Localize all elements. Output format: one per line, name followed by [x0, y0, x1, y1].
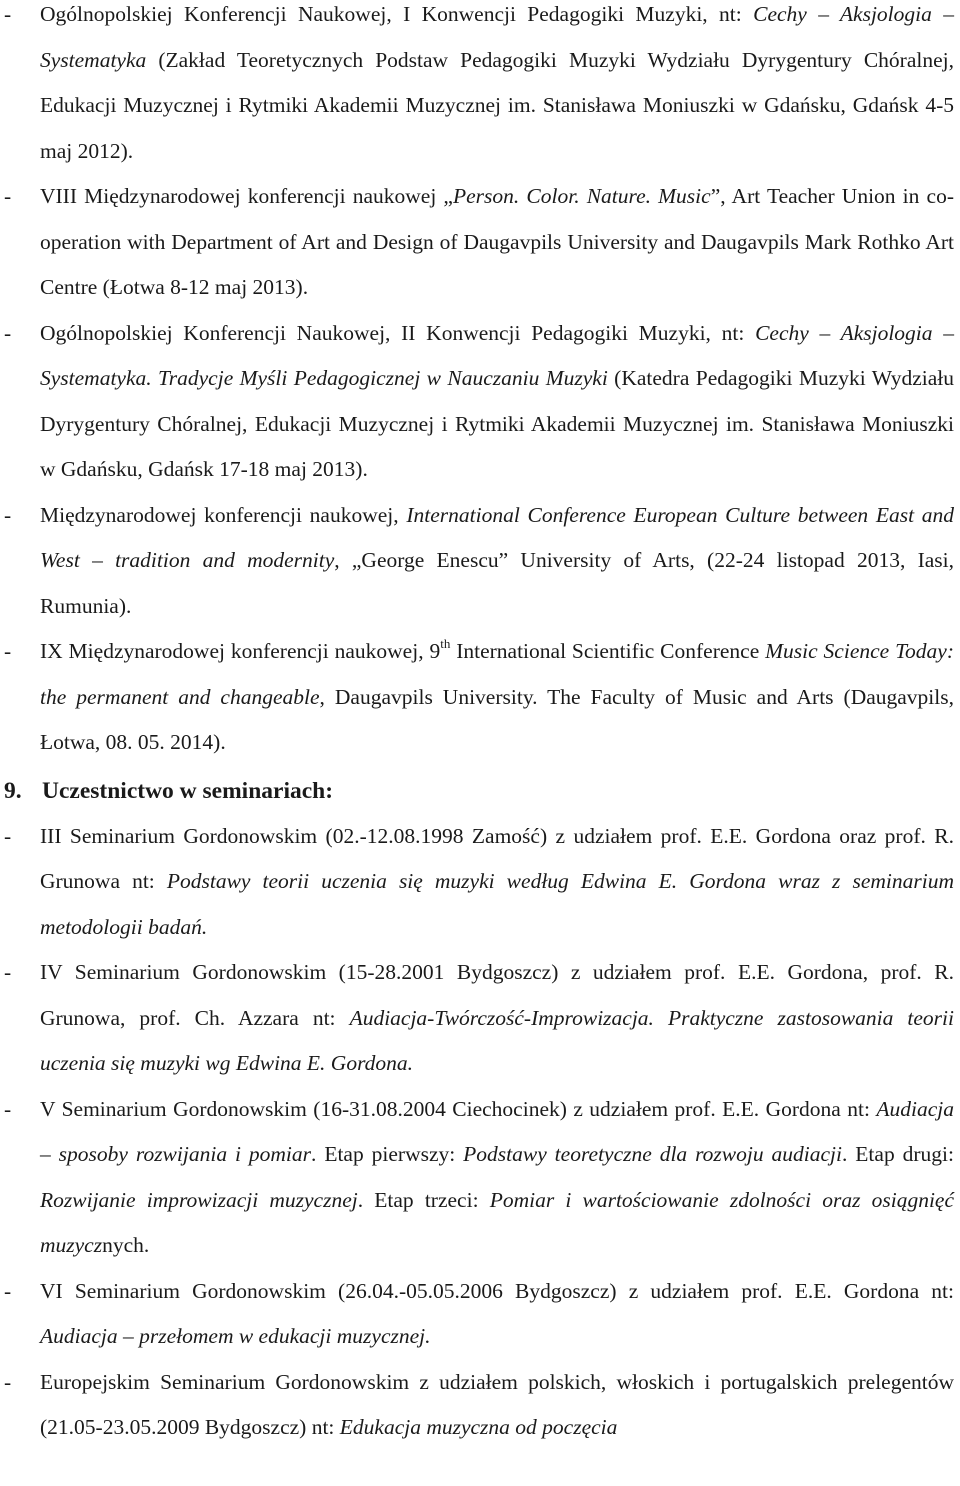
item-text: . Etap drugi: [842, 1142, 954, 1166]
item-title: Pomiar i wartościowanie zdolności oraz osiągnięć muzycz [40, 1187, 955, 1257]
item-text: VI Seminarium Gordonowskim (26.04.-05.05.2006 Bydgoszcz) z udziałem prof. E.E. Gordona nt: [40, 1278, 954, 1303]
item-text: . Etap pierwszy: [311, 1142, 464, 1166]
item-title: Rozwijanie improwizacji muzycznej [40, 1187, 358, 1212]
item-text: , Daugavpils University. The Faculty of Music and Arts (Daugavpils, Łotwa, 08. 05. 2014). [40, 684, 954, 754]
list-item [0, 950, 960, 1087]
item-text: (Katedra Pedagogiki Muzyki Wydziału Dyrygentury Chóralnej, Edukacji Muzycznej i Rytmiki Akademii Muzycznej im. Stanisława Moniuszki w Gdańsku, Gdańsk 17-18 maj 2013). [40, 366, 954, 481]
list-item [0, 1360, 960, 1451]
list-dash: - [4, 1278, 12, 1303]
list-item [0, 1087, 960, 1269]
item-title: International Conference European Culture between East and West – tradition and modernity [40, 502, 954, 572]
item-text: . Etap trzeci: [357, 1187, 490, 1212]
item-text: (Zakład Teoretycznych Podstaw Pedagogiki Muzyki Wydziału Dyrygentury Chóralnej, Edukacji Muzycznej i Rytmiki Akademii Muzycznej im. Stanisława Moniuszki w Gdańsku, Gdańsk 4-5 maj 2012). [40, 47, 954, 163]
item-title: Podstawy teoretyczne dla rozwoju audiacji [463, 1142, 842, 1166]
item-text: IX Międzynarodowej konferencji naukowej, 9 [40, 639, 441, 663]
section-heading [0, 768, 960, 814]
item-title: Cechy – Aksjologia – Systematyka [40, 2, 954, 72]
list-item [0, 814, 960, 951]
section-number: 9. [4, 777, 22, 804]
item-title: Edukacja muzyczna od poczęcia [339, 1415, 618, 1439]
list-item [0, 0, 960, 174]
list-dash: - [4, 639, 12, 663]
list-item [0, 311, 960, 493]
list-dash: - [4, 1369, 12, 1394]
item-text: III Seminarium Gordonowskim (02.-12.08.1998 Zamość) z udziałem prof. E.E. Gordona oraz prof. R. Grunowa nt: [40, 823, 954, 893]
superscript: th [440, 635, 451, 651]
list-dash: - [4, 184, 12, 208]
list-dash: - [4, 823, 12, 848]
item-text: Międzynarodowej konferencji naukowej, [40, 502, 407, 527]
item-text: nych. [102, 1233, 150, 1257]
item-text: , „George Enescu” University of Arts, (22-24 listopad 2013, Iasi, Rumunia). [40, 548, 954, 618]
list-item [0, 174, 960, 311]
list-item [0, 629, 960, 766]
item-title: Audiacja-Twórczość-Improwizacja. Praktyczne zastosowania teorii uczenia się muzyki wg Edwina E. Gordona. [40, 1005, 954, 1075]
item-text: V Seminarium Gordonowskim (16-31.08.2004 Ciechocinek) z udziałem prof. E.E. Gordona nt: [40, 1096, 877, 1121]
item-text: Ogólnopolskiej Konferencji Naukowej, II Konwencji Pedagogiki Muzyki, nt: [40, 320, 756, 345]
item-title: Podstawy teorii uczenia się muzyki według Edwina E. Gordona wraz z seminarium metodologii badań. [40, 869, 955, 939]
item-text: Ogólnopolskiej Konferencji Naukowej, I Konwencji Pedagogiki Muzyki, nt: [40, 2, 754, 26]
list-dash: - [4, 960, 12, 984]
item-title: Audiacja – przełomem w edukacji muzycznej. [40, 1324, 431, 1348]
item-text: ”, Art Teacher Union in co-operation with Department of Art and Design of Daugavpils University and Daugavpils Mark Rothko Art Centre (Łotwa 8-12 maj 2013). [40, 184, 954, 299]
list-dash: - [4, 2, 12, 26]
item-title: Person. Color. Nature. Music [452, 184, 711, 208]
item-title: Cechy – Aksjologia – Systematyka. Tradycje Myśli Pedagogicznej w Nauczaniu Muzyki [40, 320, 954, 390]
item-title: Music Science Today: the permanent and changeable [40, 639, 955, 709]
list-dash: - [4, 502, 12, 527]
section-title: Uczestnictwo w seminariach: [42, 777, 334, 804]
list-dash: - [4, 320, 12, 345]
list-dash: - [4, 1096, 12, 1121]
list-item [0, 493, 960, 630]
list-item [0, 1269, 960, 1360]
item-title: Audiacja – sposoby rozwijania i pomiar [40, 1096, 954, 1166]
item-text: International Scientific Conference [450, 639, 766, 663]
item-text: VIII Międzynarodowej konferencji naukowej „ [40, 184, 453, 208]
item-text: IV Seminarium Gordonowskim (15-28.2001 Bydgoszcz) z udziałem prof. E.E. Gordona, prof. R. Grunowa, prof. Ch. Azzara nt: [40, 960, 954, 1030]
item-text: Europejskim Seminarium Gordonowskim z udziałem polskich, włoskich i portugalskich prelegentów (21.05-23.05.2009 Bydgoszcz) nt: [40, 1369, 954, 1439]
